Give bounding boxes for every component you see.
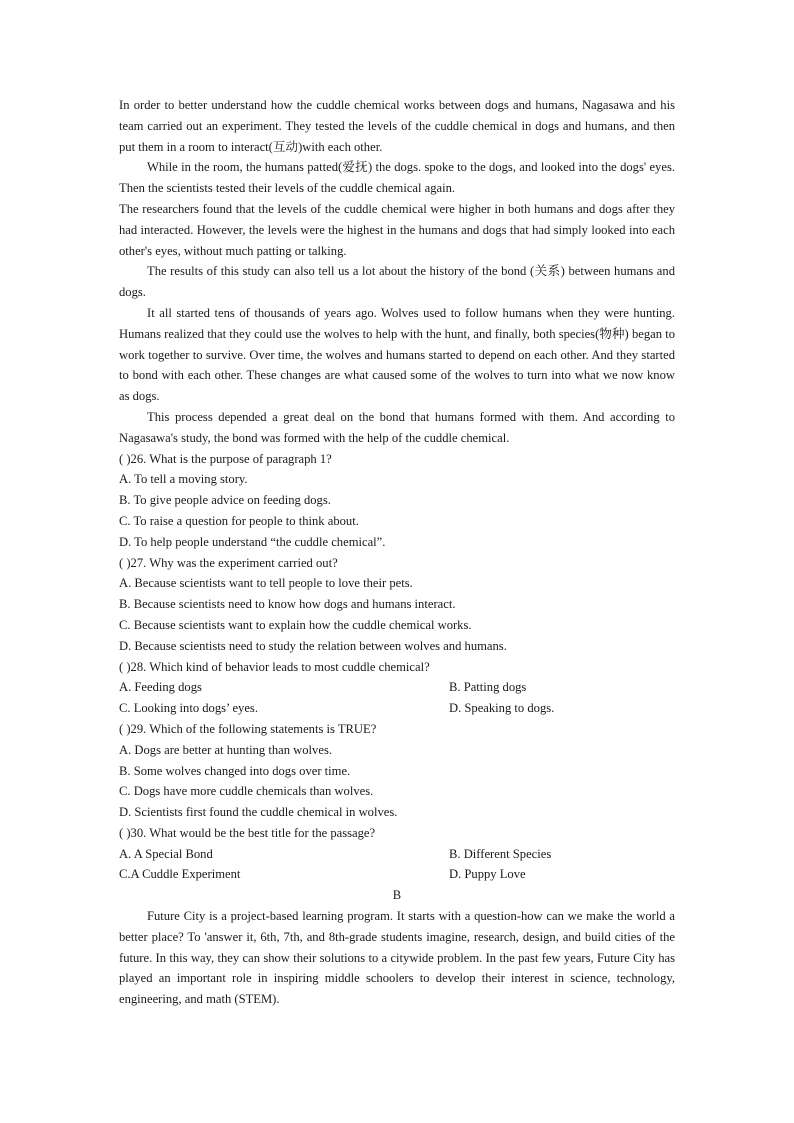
question-27-option-b: B. Because scientists need to know how dogs and humans interact.: [119, 597, 456, 612]
question-27-option-a: A. Because scientists want to tell people to love their pets.: [119, 576, 413, 591]
question-28-option-d: D. Speaking to dogs.: [449, 701, 555, 716]
question-30-stem: ( )30. What would be the best title for the passage?: [119, 825, 376, 840]
question-29-option-a: A. Dogs are better at hunting than wolves.: [119, 742, 332, 757]
question-26-option-c: C. To raise a question for people to think about.: [119, 513, 359, 528]
question-29-option-c: C. Dogs have more cuddle chemicals than wolves.: [119, 784, 374, 799]
question-29-option-b: B. Some wolves changed into dogs over time.: [119, 763, 351, 778]
passage-a-paragraph-4: The results of this study can also tell us a lot about the history of the bond (关系) between humans and dogs.: [119, 264, 675, 300]
question-30-option-d: D. Puppy Love: [449, 867, 526, 882]
question-27-option-c: C. Because scientists want to explain how the cuddle chemical works.: [119, 617, 472, 632]
question-28-option-a: A. Feeding dogs: [119, 680, 202, 695]
section-b-heading: B: [392, 888, 402, 903]
passage-a-paragraph-2: While in the room, the humans patted(爱抚) the dogs. spoke to the dogs, and looked into the dogs' eyes. Then the scientists tested their levels of the cuddle chemical again.: [119, 160, 675, 196]
question-27-option-d: D. Because scientists need to study the relation between wolves and humans.: [119, 638, 507, 653]
question-29-option-d: D. Scientists first found the cuddle chemical in wolves.: [119, 805, 398, 820]
question-30-options-row-1: [119, 844, 675, 865]
question-30-option-a: A. A Special Bond: [119, 846, 213, 861]
document-page: [119, 95, 675, 1010]
passage-a-paragraph-5: It all started tens of thousands of years ago. Wolves used to follow humans when they were hunting. Humans realized that they could use the wolves to help with the hunt, and finally, both species(物种) began to work together to survive. Over time, the wolves and humans started to depend on each other. And they started to bond with each other. These changes are what caused some of the wolves to turn into what we now know as dogs.: [119, 305, 675, 404]
question-28-option-b: B. Patting dogs: [449, 680, 527, 695]
question-26-stem: ( )26. What is the purpose of paragraph 1?: [119, 451, 332, 466]
question-26-option-a: A. To tell a moving story.: [119, 472, 248, 487]
question-30-option-b: B. Different Species: [449, 846, 552, 861]
passage-a-paragraph-6: This process depended a great deal on the bond that humans formed with them. And according to Nagasawa's study, the bond was formed with the help of the cuddle chemical.: [119, 409, 675, 445]
question-28-options-row-2: [119, 698, 675, 719]
question-30-options-row-2: [119, 864, 675, 885]
question-27-stem: ( )27. Why was the experiment carried out?: [119, 555, 338, 570]
section-b-paragraph-1: Future City is a project-based learning program. It starts with a question-how can we make the world a better place? To 'answer it, 6th, 7th, and 8th-grade students imagine, research, design, and build cities of the future. In this way, they can show their solutions to a citywide problem. In the past few years, Future City has played an important role in inspiring middle schoolers to develop their interest in science, technology, engineering, and math (STEM).: [119, 909, 675, 1007]
question-30-option-c: C.A Cuddle Experiment: [119, 867, 241, 882]
question-26-option-b: B. To give people advice on feeding dogs.: [119, 493, 331, 508]
question-26-option-d: D. To help people understand “the cuddle chemical”.: [119, 534, 386, 549]
question-28-options-row-1: [119, 677, 675, 698]
question-28-option-c: C. Looking into dogs’ eyes.: [119, 701, 258, 716]
question-29-stem: ( )29. Which of the following statements is TRUE?: [119, 721, 377, 736]
question-28-stem: ( )28. Which kind of behavior leads to most cuddle chemical?: [119, 659, 430, 674]
passage-a-paragraph-3: The researchers found that the levels of the cuddle chemical were higher in both humans and dogs after they had interacted. However, the levels were the highest in the humans and dogs that had simply looked into each other's eyes, without much patting or talking.: [119, 201, 675, 258]
passage-a-paragraph-1: In order to better understand how the cuddle chemical works between dogs and humans, Nagasawa and his team carried out an experiment. They tested the levels of the cuddle chemical in dogs and humans, and then put them in a room to interact(互动)with each other.: [119, 98, 675, 154]
